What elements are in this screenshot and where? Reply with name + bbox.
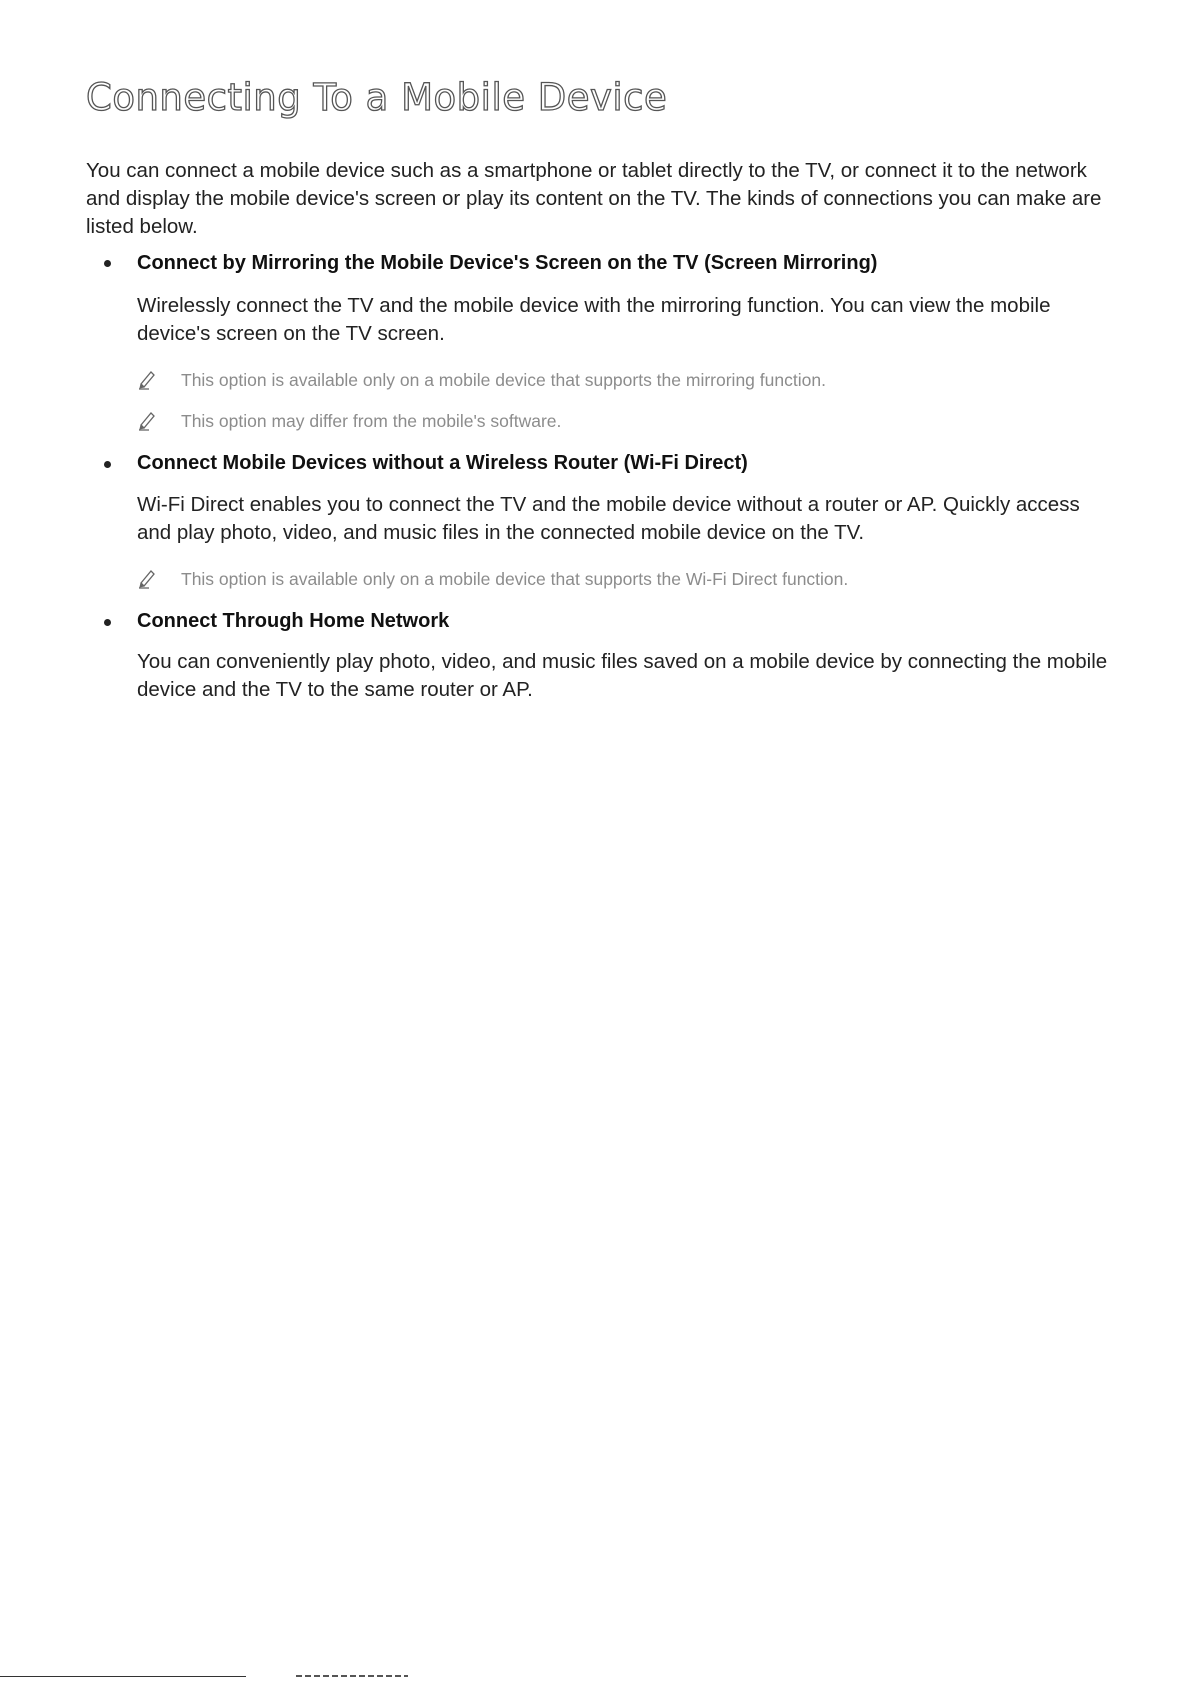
section-heading: Connect Mobile Devices without a Wireless Router (Wi-Fi Direct) [137,452,748,474]
section-heading: Connect by Mirroring the Mobile Device's Screen on the TV (Screen Mirroring) [137,252,878,274]
note-text: This option may differ from the mobile's software. [181,411,562,431]
note-text: This option is available only on a mobile device that supports the Wi-Fi Direct function. [181,569,849,589]
section-description: Wi-Fi Direct enables you to connect the TV and the mobile device without a router or AP. Quickly access and play photo, video, and music files in the connected mobile device on the TV. [137,493,1080,544]
bullet-dot [104,461,111,468]
bullet-dot [104,619,111,626]
page-title: Connecting To a Mobile Device [86,76,668,119]
note-text: This option is available only on a mobile device that supports the mirroring function. [181,370,826,390]
pencil-note-icon [137,567,159,589]
section-heading: Connect Through Home Network [137,610,450,632]
pencil-note-icon [137,409,159,431]
footer-scan-mark [296,1675,408,1677]
note [137,567,1037,591]
bullet-dot [104,260,111,267]
note [137,368,1037,392]
footer-rule [0,1676,246,1677]
note [137,409,1037,433]
intro-paragraph: You can connect a mobile device such as a smartphone or tablet directly to the TV, or connect it to the network and display the mobile device's screen or play its content on the TV. The kinds of connections you can make are listed below. [86,159,1102,238]
section-description: You can conveniently play photo, video, and music files saved on a mobile device by connecting the mobile device and the TV to the same router or AP. [137,650,1108,701]
section-description: Wirelessly connect the TV and the mobile device with the mirroring function. You can view the mobile device's screen on the TV screen. [137,294,1051,345]
pencil-note-icon [137,368,159,390]
